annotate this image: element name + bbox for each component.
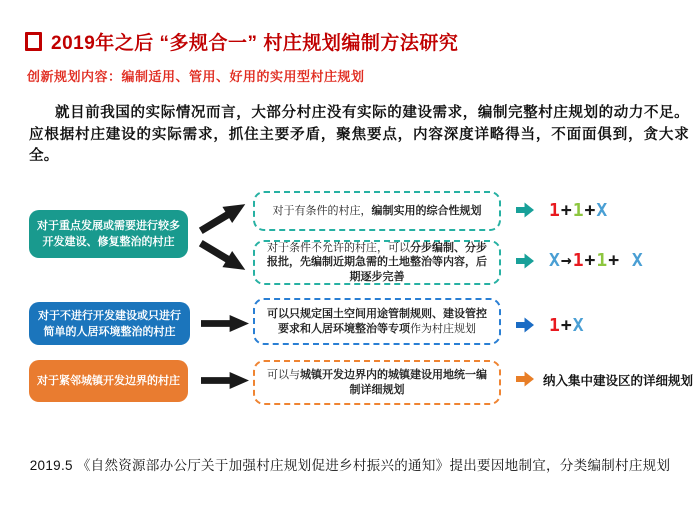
category-box-near-urban-boundary — [29, 360, 188, 402]
flow-arrow-icon — [201, 314, 249, 333]
policy-note-unified-detailed-plan — [253, 360, 501, 405]
subtitle: 创新规划内容：编制适用、管用、好用的实用型村庄规划 — [27, 69, 365, 84]
formula-x-to-1-plus-1-plus-x: X→1+1+ X — [549, 250, 644, 271]
intro-paragraph: 就目前我国的实际情况而言，大部分村庄没有实际的建设需求，编制完整村庄规划的动力不足。应根据村庄建设的实际需求，抓住主要矛盾，聚焦要点，内容深度详略得当，不面面俱到，贪大求全。 — [29, 105, 689, 164]
footnote: 2019.5 《自然资源部办公厅关于加强村庄规划促进乡村振兴的通知》提出要因地制宜，分类编制村庄规划 — [29, 458, 671, 473]
square-bullet-icon — [25, 32, 42, 51]
category-box-key-development — [29, 210, 188, 258]
note-text: 对于有条件的村庄，编制实用的综合性规划 — [272, 204, 482, 217]
note-text: 可以只规定国土空间用途管制规则、建设管控要求和人居环境整治等专项作为村庄规划 — [267, 308, 487, 335]
category-box-no-development — [29, 302, 190, 345]
result-arrow-blue-icon — [516, 317, 534, 333]
page-title — [25, 28, 458, 55]
flow-arrow-up-icon — [195, 195, 250, 240]
category-label: 对于不进行开发建设或只进行简单的人居环境整治的村庄 — [38, 309, 181, 338]
note-text: 可以与城镇开发边界内的城镇建设用地统一编制详细规划 — [267, 369, 487, 396]
category-label: 对于重点发展或需要进行较多开发建设、修复整治的村庄 — [37, 220, 180, 248]
note-text: 对于条件不允许的村庄，可以分步编制、分步报批，先编制近期急需的土地整治等内容，后期逐步完善 — [267, 241, 487, 283]
title-text: 2019年之后 “多规合一” 村庄规划编制方法研究 — [51, 33, 459, 54]
category-label: 对于紧邻城镇开发边界的村庄 — [37, 375, 180, 387]
flow-arrow-icon — [201, 371, 249, 390]
result-arrow-teal-icon — [516, 253, 534, 269]
result-arrow-orange-icon — [516, 371, 534, 387]
policy-note-comprehensive-plan — [253, 191, 501, 231]
flow-arrow-down-icon — [195, 234, 250, 279]
result-label-detailed-plan: 纳入集中建设区的详细规划 — [543, 374, 694, 388]
policy-note-special-items-plan — [253, 298, 501, 345]
formula-1-plus-1-plus-x: 1+1+X — [549, 200, 609, 221]
formula-1-plus-x: 1+X — [549, 315, 585, 336]
result-arrow-teal-icon — [516, 202, 534, 218]
policy-note-stepwise-plan — [253, 240, 501, 285]
